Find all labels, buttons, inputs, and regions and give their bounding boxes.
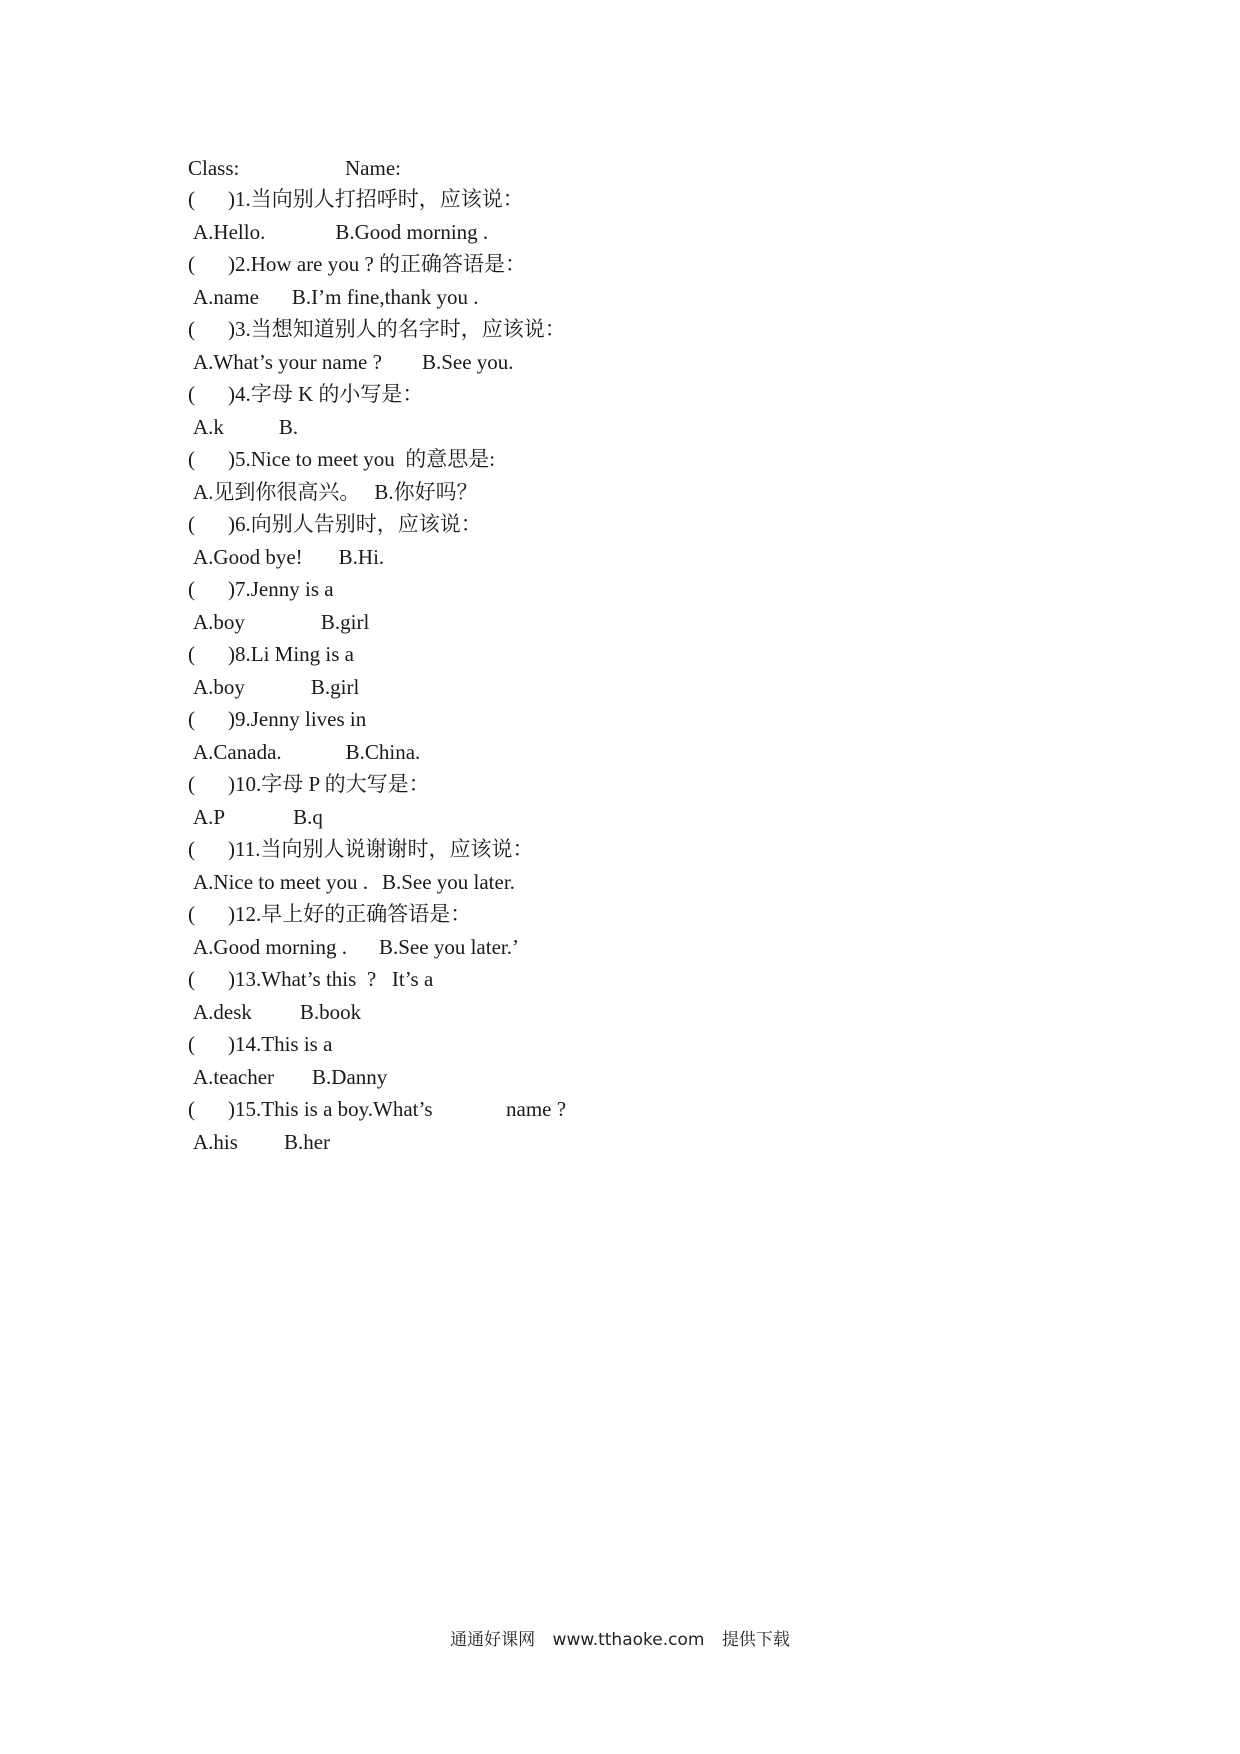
question-item	[188, 703, 888, 768]
option-b: B.Danny	[312, 1064, 388, 1089]
question-item	[188, 183, 888, 248]
question-stem: )7.Jenny is a	[228, 577, 334, 601]
question-line	[188, 313, 888, 346]
answer-blank[interactable]: (	[188, 837, 195, 861]
option-b: B.See you later.’	[379, 934, 519, 959]
footer-site-name: 通通好课网	[450, 1630, 536, 1650]
answer-blank[interactable]: (	[188, 707, 195, 731]
question-item	[188, 768, 888, 833]
option-a: A.teacher	[193, 1064, 275, 1089]
options-line	[188, 476, 888, 509]
answer-blank[interactable]: (	[188, 967, 195, 991]
option-a: A.boy	[193, 674, 245, 699]
question-line	[188, 508, 888, 541]
question-line	[188, 443, 888, 476]
option-b: B.Good morning .	[335, 219, 489, 244]
question-stem: )12.早上好的正确答语是：	[228, 902, 472, 926]
option-b: B.Hi.	[338, 544, 385, 569]
answer-blank[interactable]: (	[188, 577, 195, 601]
question-stem: )6.向别人告别时，应该说：	[228, 512, 482, 536]
options-line	[188, 866, 888, 899]
question-line	[188, 573, 888, 606]
option-a: A.What’s your name ?	[193, 349, 382, 374]
option-b: B.See you.	[421, 349, 514, 374]
options-line	[188, 801, 888, 834]
question-stem: )8.Li Ming is a	[228, 642, 354, 666]
options-line	[188, 606, 888, 639]
option-a: A.desk	[193, 999, 252, 1024]
answer-blank[interactable]: (	[188, 1032, 195, 1056]
answer-blank[interactable]: (	[188, 772, 195, 796]
option-b: B.q	[293, 804, 323, 829]
question-item	[188, 313, 888, 378]
answer-blank[interactable]: (	[188, 1097, 195, 1121]
question-line	[188, 898, 888, 931]
question-item	[188, 963, 888, 1028]
question-item	[188, 1028, 888, 1093]
option-a: A.Nice to meet you .	[193, 869, 368, 894]
question-list	[188, 183, 888, 1158]
options-line	[188, 411, 888, 444]
name-label: Name:	[345, 156, 401, 180]
question-line	[188, 963, 888, 996]
question-line	[188, 833, 888, 866]
option-a: A.Canada.	[193, 739, 282, 764]
question-item	[188, 1093, 888, 1158]
option-a: A.Good bye!	[193, 544, 303, 569]
footer	[0, 1628, 1240, 1652]
option-b: B.你好吗？	[374, 479, 478, 504]
option-a: A.name	[193, 284, 259, 309]
question-line	[188, 378, 888, 411]
options-line	[188, 541, 888, 574]
question-stem: )15.This is a boy.What’s name ?	[228, 1097, 567, 1121]
option-a: A.Good morning .	[193, 934, 347, 959]
question-stem: )2.How are you ? 的正确答语是：	[228, 252, 527, 276]
question-stem: )9.Jenny lives in	[228, 707, 367, 731]
options-line	[188, 281, 888, 314]
question-item	[188, 248, 888, 313]
option-a: A.boy	[193, 609, 245, 634]
question-item	[188, 638, 888, 703]
options-line	[188, 346, 888, 379]
question-item	[188, 443, 888, 508]
class-label: Class:	[188, 156, 240, 180]
options-line	[188, 931, 888, 964]
options-line	[188, 1061, 888, 1094]
options-line	[188, 736, 888, 769]
option-a: A.见到你很高兴。	[193, 479, 361, 504]
answer-blank[interactable]: (	[188, 382, 195, 406]
question-line	[188, 248, 888, 281]
question-item	[188, 898, 888, 963]
question-stem: )1.当向别人打招呼时，应该说：	[228, 187, 524, 211]
answer-blank[interactable]: (	[188, 512, 195, 536]
question-item	[188, 378, 888, 443]
options-line	[188, 671, 888, 704]
option-b: B.See you later.	[381, 869, 515, 894]
question-stem: )11.当向别人说谢谢时，应该说：	[228, 837, 534, 861]
question-line	[188, 1028, 888, 1061]
question-stem: )10.字母 P 的大写是：	[228, 772, 430, 796]
question-stem: )13.What’s this ? It’s a	[228, 967, 434, 991]
answer-blank[interactable]: (	[188, 317, 195, 341]
option-a: A.his	[193, 1129, 238, 1154]
option-b: B.girl	[320, 609, 370, 634]
option-b: B.girl	[310, 674, 360, 699]
option-a: A.k	[193, 414, 224, 439]
question-line	[188, 768, 888, 801]
question-line	[188, 703, 888, 736]
answer-blank[interactable]: (	[188, 642, 195, 666]
question-line	[188, 638, 888, 671]
question-line	[188, 183, 888, 216]
answer-blank[interactable]: (	[188, 902, 195, 926]
worksheet-header	[188, 154, 401, 182]
option-a: A.P	[193, 804, 226, 829]
options-line	[188, 216, 888, 249]
answer-blank[interactable]: (	[188, 187, 195, 211]
footer-suffix: 提供下载	[721, 1630, 790, 1650]
option-a: A.Hello.	[193, 219, 266, 244]
option-b: B.China.	[345, 739, 421, 764]
question-item	[188, 508, 888, 573]
question-stem: )5.Nice to meet you 的意思是:	[228, 447, 496, 471]
option-b: B.her	[283, 1129, 331, 1154]
answer-blank[interactable]: (	[188, 447, 195, 471]
options-line	[188, 1126, 888, 1159]
option-b: B.	[278, 414, 299, 439]
question-item	[188, 833, 888, 898]
question-item	[188, 573, 888, 638]
option-b: B.I’m fine,thank you .	[291, 284, 479, 309]
option-b: B.book	[299, 999, 362, 1024]
question-line	[188, 1093, 888, 1126]
question-stem: )3.当想知道别人的名字时，应该说：	[228, 317, 566, 341]
question-stem: )14.This is a	[228, 1032, 333, 1056]
question-stem: )4.字母 K 的小写是：	[228, 382, 424, 406]
footer-url: www.tthaoke.com	[552, 1630, 705, 1650]
answer-blank[interactable]: (	[188, 252, 195, 276]
options-line	[188, 996, 888, 1029]
